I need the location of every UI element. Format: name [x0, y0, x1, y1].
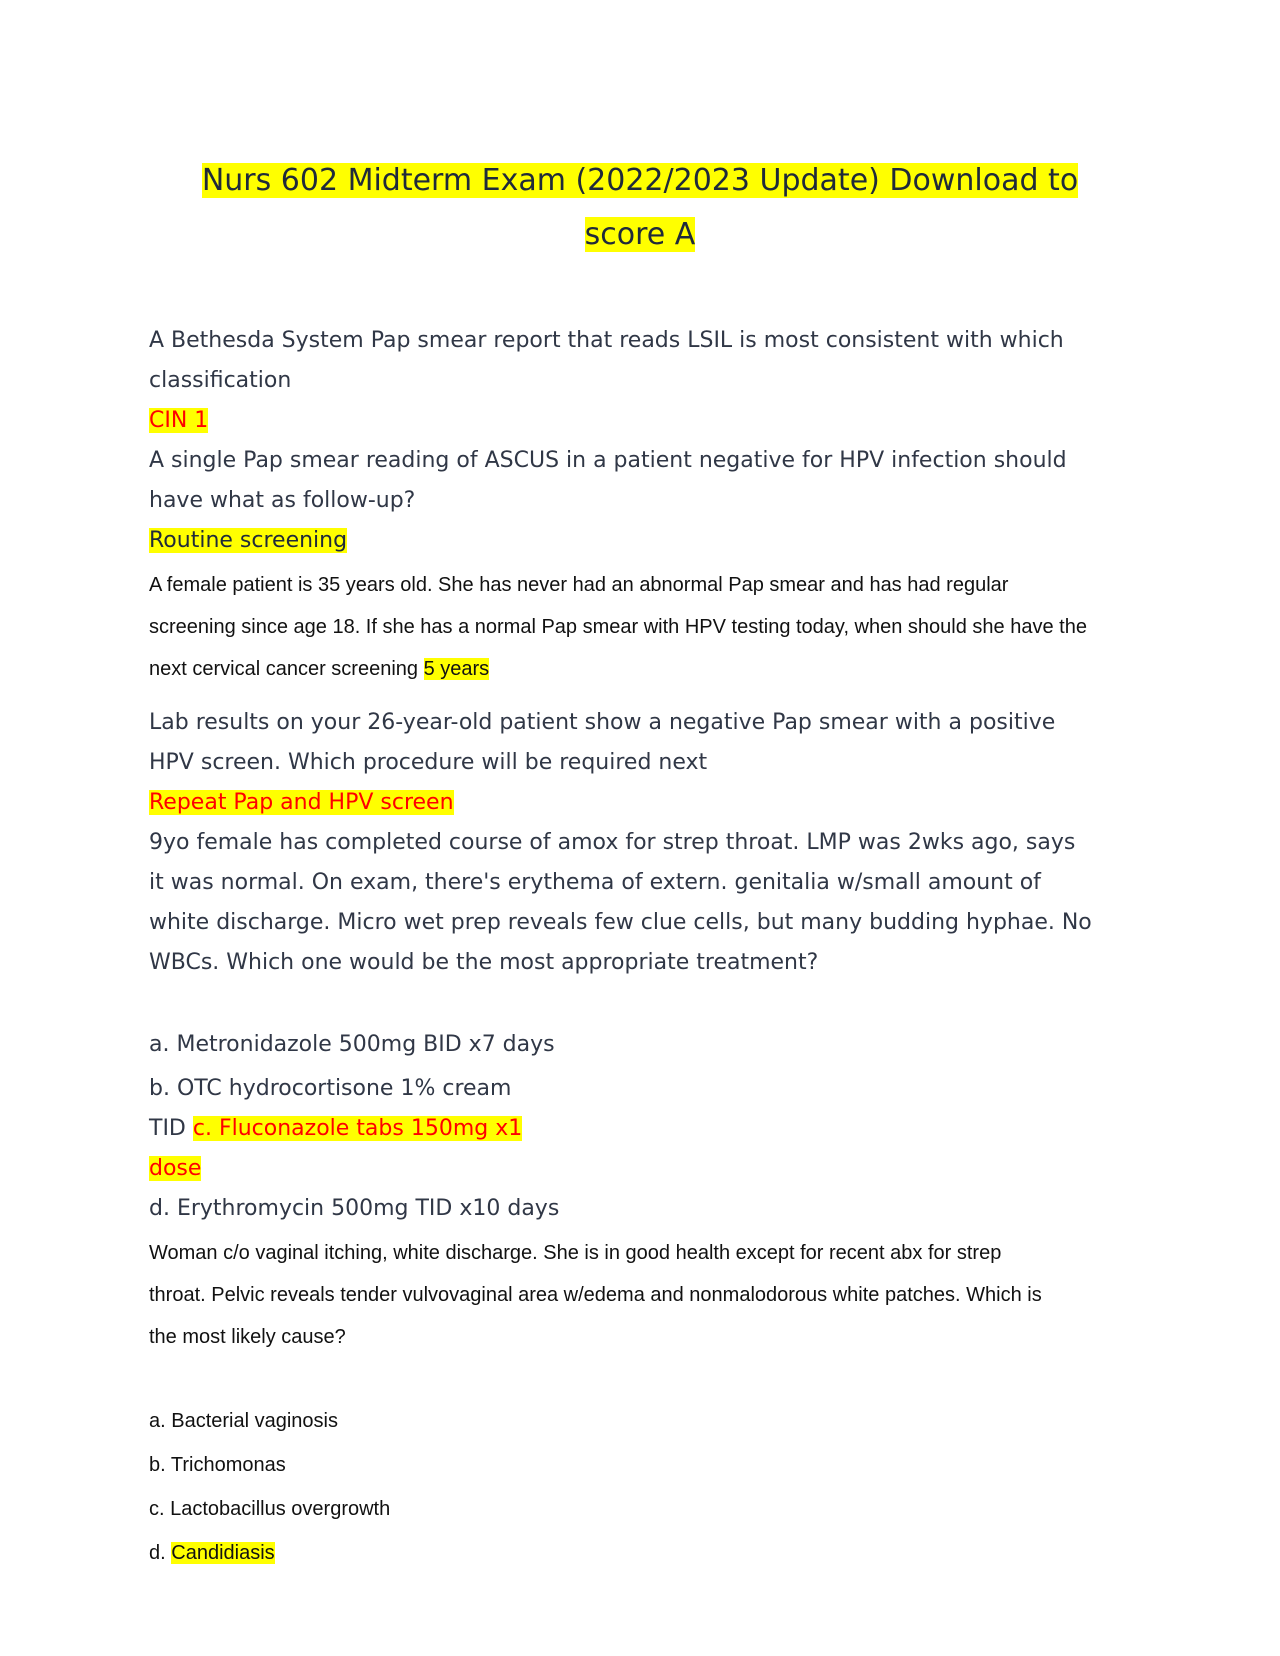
q6-option-a: a. Bacterial vaginosis: [149, 1410, 338, 1432]
q1-text-line2: classification: [149, 368, 292, 393]
q5-option-c-continued: [149, 1154, 201, 1184]
title-highlight-2: score A: [584, 217, 696, 252]
q3-answer: 5 years: [423, 658, 490, 680]
q6-text-line1: Woman c/o vaginal itching, white discharge. She is in good health except for recent abx for strep: [149, 1242, 1002, 1264]
q2-answer-line: [149, 526, 347, 556]
q5-text-line1: 9yo female has completed course of amox for strep throat. LMP was 2wks ago, says: [149, 830, 1076, 855]
q3-text-line1: A female patient is 35 years old. She has never had an abnormal Pap smear and has had regular: [149, 574, 1009, 596]
q4-text-line2: HPV screen. Which procedure will be required next: [149, 750, 708, 775]
q1-answer-line: [149, 406, 208, 436]
q2-text-line1: A single Pap smear reading of ASCUS in a patient negative for HPV infection should: [149, 448, 1067, 473]
q2-text-line2: have what as follow-up?: [149, 488, 416, 513]
q5-option-d: d. Erythromycin 500mg TID x10 days: [149, 1196, 560, 1221]
q5-option-c-dose: dose: [149, 1156, 202, 1181]
q5-text-line3: white discharge. Micro wet prep reveals few clue cells, but many budding hyphae. No: [149, 910, 1092, 935]
q3-text-line2: screening since age 18. If she has a normal Pap smear with HPV testing today, when should she have the: [149, 616, 1087, 638]
q6-option-d-line: [149, 1538, 275, 1568]
doc-title-line2: [0, 214, 1280, 256]
q5-option-b-tid: TID: [149, 1116, 186, 1141]
q6-option-b: b. Trichomonas: [149, 1454, 286, 1476]
q6-text-line2: throat. Pelvic reveals tender vulvovaginal area w/edema and nonmalodorous white patches. Which is: [149, 1284, 1042, 1306]
q1-answer: CIN 1: [149, 408, 209, 433]
q4-text-line1: Lab results on your 26-year-old patient show a negative Pap smear with a positive: [149, 710, 1056, 735]
q6-answer: Candidiasis: [171, 1542, 275, 1564]
q5-text-line4: WBCs. Which one would be the most appropriate treatment?: [149, 950, 819, 975]
q5-option-c: c. Fluconazole tabs 150mg x1: [192, 1116, 523, 1141]
q5-option-b-continued: [149, 1114, 522, 1144]
q5-option-b: b. OTC hydrocortisone 1% cream: [149, 1076, 512, 1101]
q2-answer: Routine screening: [149, 528, 348, 553]
q3-text-line3: [149, 654, 489, 684]
q4-answer: Repeat Pap and HPV screen: [149, 790, 454, 815]
title-highlight-1: Nurs 602 Midterm Exam (2022/2023 Update) Download to: [201, 163, 1079, 198]
q3-text-line3-label: next cervical cancer screening: [149, 658, 419, 680]
doc-title-line1: [0, 160, 1280, 202]
q1-text-line1: A Bethesda System Pap smear report that reads LSIL is most consistent with which: [149, 328, 1064, 353]
q6-option-d-prefix: d.: [149, 1542, 166, 1564]
q6-text-line3: the most likely cause?: [149, 1326, 346, 1348]
q4-answer-line: [149, 788, 454, 818]
q5-text-line2: it was normal. On exam, there's erythema of extern. genitalia w/small amount of: [149, 870, 1041, 895]
q5-option-a: a. Metronidazole 500mg BID x7 days: [149, 1032, 555, 1057]
q6-option-c: c. Lactobacillus overgrowth: [149, 1498, 391, 1520]
